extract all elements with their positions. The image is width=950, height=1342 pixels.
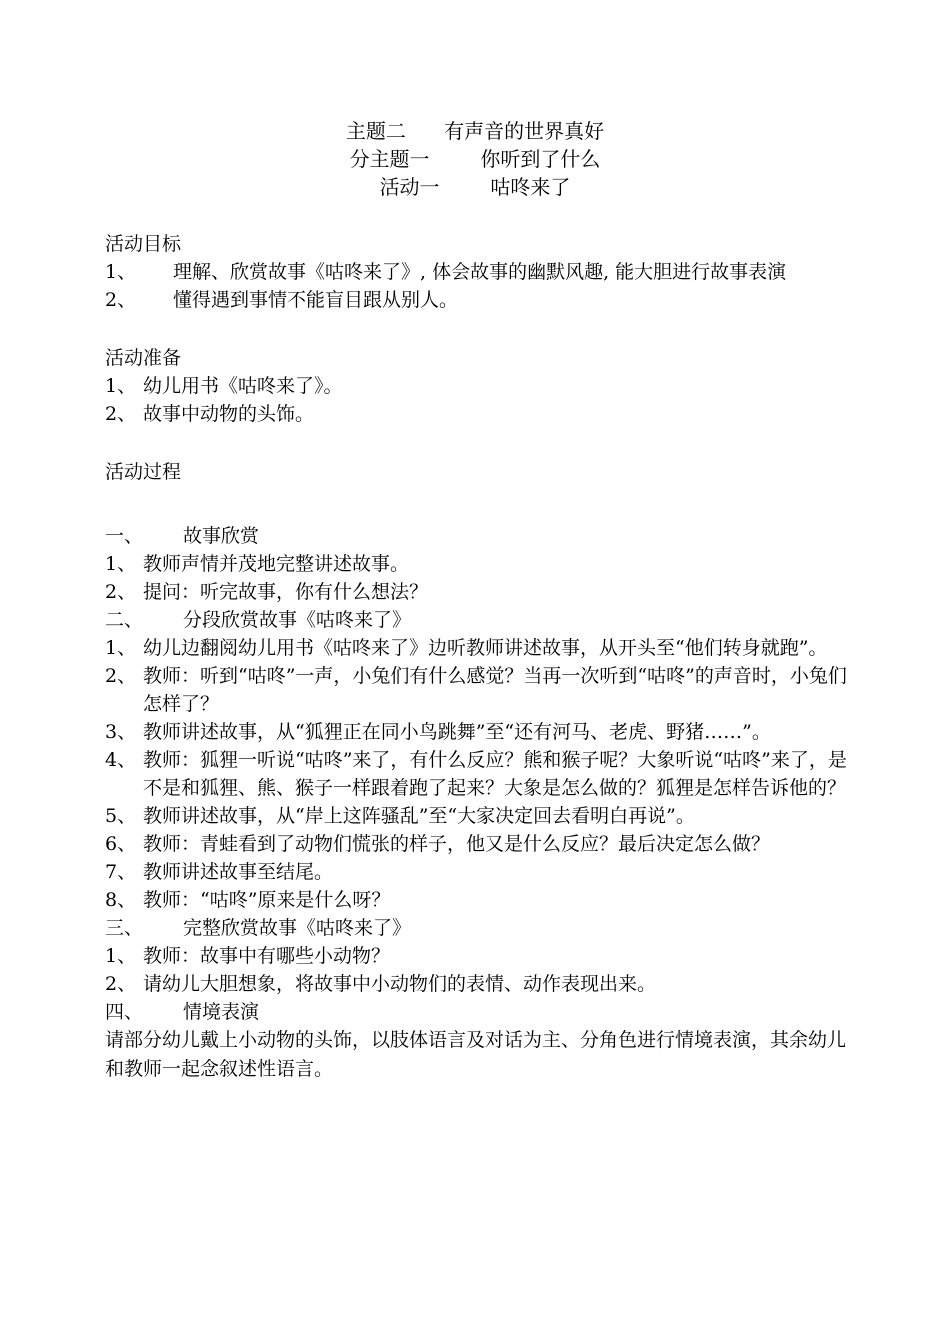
step-number: 3、	[105, 721, 137, 743]
roleplay-paragraph: 请部分幼儿戴上小动物的头饰，以肢体语言及对话为主、分角色进行情境表演，其余幼儿和教师一起念叙述性语言。	[105, 1029, 847, 1080]
step-text: 幼儿边翻阅幼儿用书《咕咚来了》边听教师讲述故事，从开头至“他们转身就跑”。	[143, 637, 828, 659]
step-text: 教师讲述故事，从“狐狸正在同小鸟跳舞”至“还有河马、老虎、野猪……”。	[143, 721, 771, 743]
prep-item	[105, 372, 850, 400]
document-body	[105, 230, 850, 1084]
section-number: 二、	[105, 609, 144, 631]
theme-title: 主题二 有声音的世界真好	[345, 119, 605, 143]
step-item	[105, 634, 850, 662]
step-item	[105, 746, 850, 802]
section-heading	[105, 914, 850, 942]
goals-heading: 活动目标	[105, 233, 182, 255]
goal-item-number: 2、	[105, 289, 137, 311]
step-text: 教师讲述故事，从“岸上这阵骚乱”至“大家决定回去看明白再说”。	[143, 805, 695, 827]
activity-title: 活动一 咕咚来了	[379, 175, 571, 199]
step-item	[105, 858, 850, 886]
step-item	[105, 662, 850, 718]
spacer	[105, 486, 850, 522]
section-title: 分段欣赏故事《咕咚来了》	[183, 609, 412, 631]
section-title: 完整欣赏故事《咕咚来了》	[183, 917, 412, 939]
spacer	[105, 428, 850, 458]
step-item	[105, 942, 850, 970]
section-heading	[105, 522, 850, 550]
section-heading	[105, 606, 850, 634]
goal-item	[105, 286, 850, 314]
step-number: 2、	[105, 581, 137, 603]
prep-item-number: 2、	[105, 403, 137, 425]
step-number: 1、	[105, 553, 137, 575]
section-title: 情境表演	[183, 1001, 260, 1023]
step-text: 提问：听完故事，你有什么想法？	[143, 581, 429, 603]
step-item	[105, 886, 850, 914]
step-number: 1、	[105, 945, 137, 967]
process-heading: 活动过程	[105, 461, 182, 483]
section-heading	[105, 998, 850, 1026]
step-text: 请幼儿大胆想象，将故事中小动物们的表情、动作表现出来。	[143, 973, 657, 995]
step-text: 教师：故事中有哪些小动物？	[143, 945, 391, 967]
step-number: 8、	[105, 889, 137, 911]
section-title: 故事欣赏	[183, 525, 260, 547]
step-text: 教师：青蛙看到了动物们慌张的样子，他又是什么反应？最后决定怎么做？	[143, 833, 771, 855]
goal-item-number: 1、	[105, 261, 137, 283]
step-item	[105, 718, 850, 746]
prep-item-text: 幼儿用书《咕咚来了》。	[143, 375, 343, 397]
prep-item-text: 故事中动物的头饰。	[143, 403, 315, 425]
goal-item-text: 懂得遇到事情不能盲目跟从别人。	[173, 289, 459, 311]
goal-item	[105, 258, 850, 286]
step-text: 教师声情并茂地完整讲述故事。	[143, 553, 410, 575]
step-text: 教师：听到“咕咚”一声，小兔们有什么感觉？当再一次听到“咕咚”的声音时，小兔们怎样了？	[143, 665, 847, 715]
step-text: 教师：“咕咚”原来是什么呀？	[143, 889, 391, 911]
step-item	[105, 970, 850, 998]
prep-item	[105, 400, 850, 428]
step-number: 5、	[105, 805, 137, 827]
section-number: 三、	[105, 917, 144, 939]
step-number: 1、	[105, 637, 137, 659]
step-number: 6、	[105, 833, 137, 855]
prep-item-number: 1、	[105, 375, 137, 397]
subtheme-title: 分主题一 你听到了什么	[349, 147, 601, 171]
section-number: 一、	[105, 525, 144, 547]
step-item	[105, 802, 850, 830]
step-number: 2、	[105, 973, 137, 995]
step-item	[105, 578, 850, 606]
step-text: 教师讲述故事至结尾。	[143, 861, 334, 883]
step-item	[105, 830, 850, 858]
step-number: 7、	[105, 861, 137, 883]
step-item	[105, 550, 850, 578]
step-number: 2、	[105, 665, 137, 687]
goal-item-text: 理解、欣赏故事《咕咚来了》, 体会故事的幽默风趣, 能大胆进行故事表演	[173, 261, 787, 283]
step-number: 4、	[105, 749, 137, 771]
spacer	[105, 314, 850, 344]
section-number: 四、	[105, 1001, 144, 1023]
step-text: 教师：狐狸一听说“咕咚”来了，有什么反应？熊和猴子呢？大象听说“咕咚”来了，是不是和狐狸、熊、猴子一样跟着跑了起来？大象是怎么做的？狐狸是怎样告诉他的？	[143, 749, 847, 799]
prep-heading: 活动准备	[105, 347, 182, 369]
